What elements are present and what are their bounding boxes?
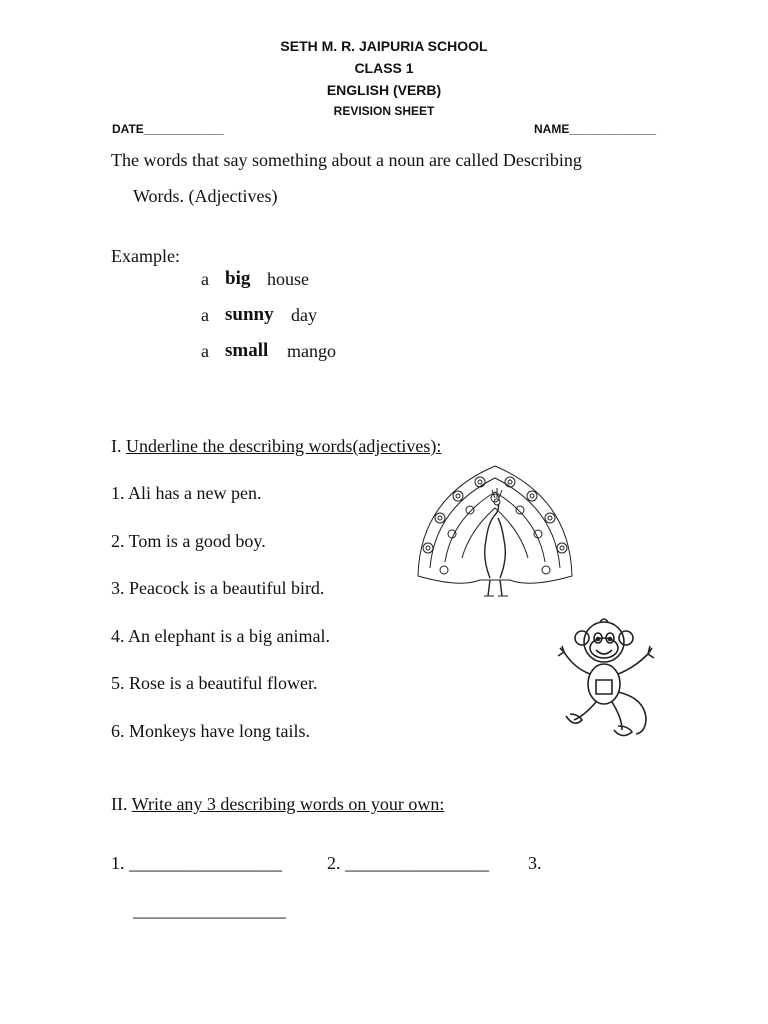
intro-line-1: The words that say something about a noun are called Describing	[111, 150, 582, 170]
name-field: NAME_____________	[534, 122, 657, 136]
intro-line-2: Words. (Adjectives)	[133, 186, 278, 206]
example-article: a	[201, 341, 209, 361]
school-name: SETH M. R. JAIPURIA SCHOOL	[280, 38, 488, 54]
example-article: a	[201, 305, 209, 325]
example-label: Example:	[111, 246, 180, 266]
peacock-illustration	[410, 458, 580, 600]
sheet-title: REVISION SHEET	[333, 104, 435, 118]
example-noun: mango	[287, 341, 336, 361]
sentence-item: 6. Monkeys have long tails.	[111, 721, 310, 741]
sentence-item: 4. An elephant is a big animal.	[111, 626, 330, 646]
example-noun: day	[291, 305, 317, 325]
date-field: DATE____________	[112, 122, 224, 136]
section-2-title: Write any 3 describing words on your own:	[131, 794, 445, 814]
answer-blank-3[interactable]: _________________	[133, 900, 286, 920]
section-1-number: I.	[111, 436, 122, 456]
example-adjective: big	[225, 268, 251, 289]
answer-blank-1[interactable]: 1. _________________	[111, 853, 282, 873]
sentence-item: 1. Ali has a new pen.	[111, 483, 262, 503]
section-2-number: II.	[111, 794, 128, 814]
example-adjective: sunny	[225, 304, 274, 325]
example-article: a	[201, 269, 209, 289]
class-title: CLASS 1	[354, 60, 414, 76]
answer-blank-3-number: 3.	[528, 853, 542, 873]
subject-title: ENGLISH (VERB)	[326, 82, 442, 98]
answer-blank-2[interactable]: 2. ________________	[327, 853, 489, 873]
monkey-illustration	[552, 612, 662, 744]
section-2-heading	[111, 794, 444, 815]
example-noun: house	[267, 269, 309, 289]
sentence-item: 3. Peacock is a beautiful bird.	[111, 578, 325, 598]
sentence-item: 5. Rose is a beautiful flower.	[111, 673, 318, 693]
example-adjective: small	[225, 340, 269, 361]
section-1-title: Underline the describing words(adjectives):	[126, 436, 442, 456]
section-1-heading	[111, 436, 441, 457]
sentence-item: 2. Tom is a good boy.	[111, 531, 266, 551]
